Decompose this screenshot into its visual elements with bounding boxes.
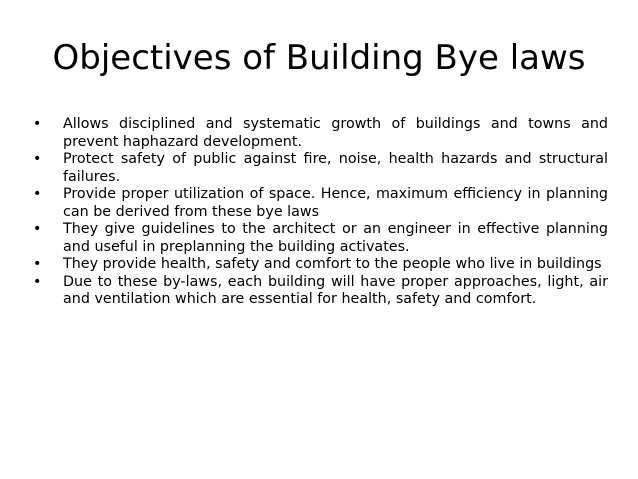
bullet-list [33,116,608,309]
slide-title: Objectives of Building Bye laws [52,38,586,78]
bullet-item: • They give guidelines to the architect or an engineer in effective planning and useful in preplanning the building activates. [33,221,608,256]
bullet-item: • Protect safety of public against fire, noise, health hazards and structural failures. [33,151,608,186]
bullet-item: • They provide health, safety and comfort to the people who live in buildings [33,256,608,274]
bullet-item: • Allows disciplined and systematic growth of buildings and towns and prevent haphazard development. [33,116,608,151]
bullet-item: • Due to these by-laws, each building will have proper approaches, light, air and ventilation which are essential for health, safety and comfort. [33,274,608,309]
bullet-item: • Provide proper utilization of space. Hence, maximum efficiency in planning can be derived from these bye laws [33,186,608,221]
